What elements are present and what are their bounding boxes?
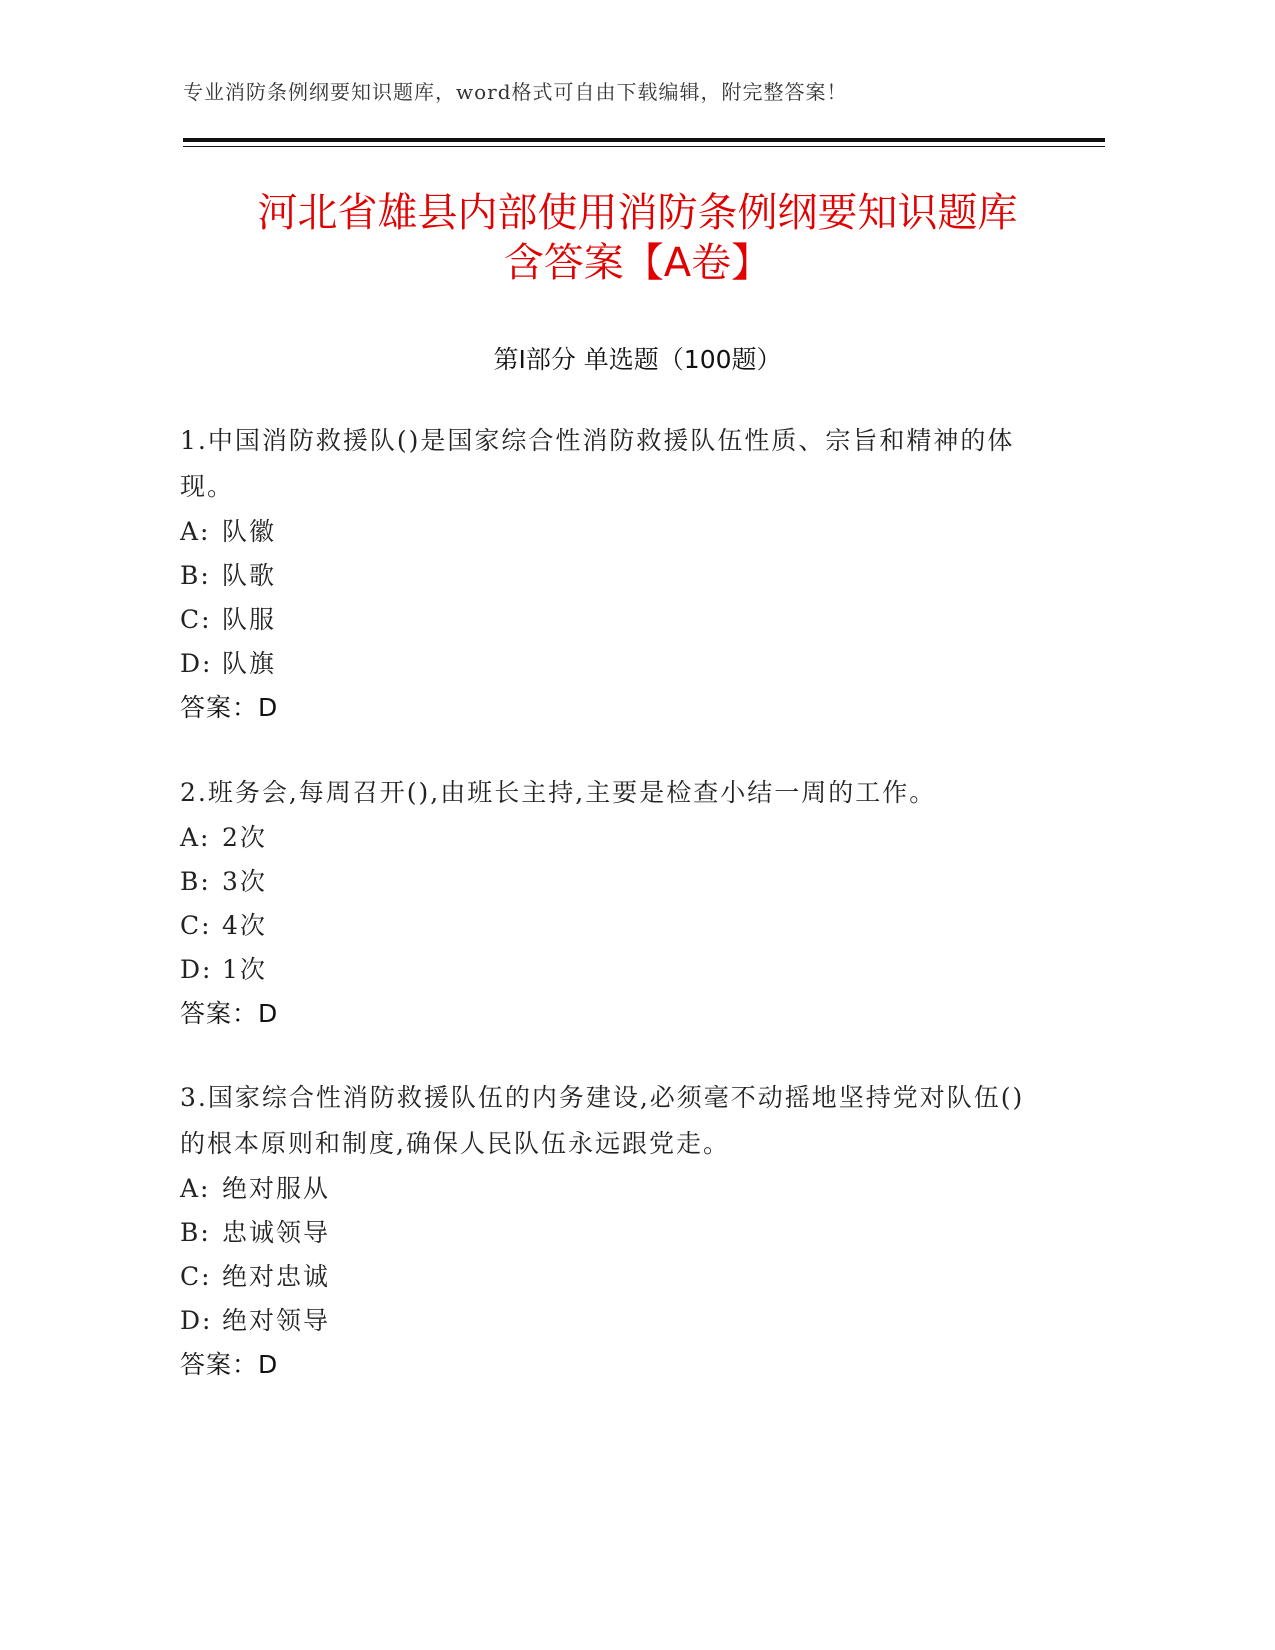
header-rule-thick (183, 138, 1105, 142)
answer: 答案：D (180, 1350, 279, 1379)
title-line-2: 含答案【A卷】 (503, 240, 772, 286)
option-letter: C: (180, 1262, 212, 1291)
option-d (180, 642, 1040, 686)
question-stem: 3.国家综合性消防救援队伍的内务建设,必须毫不动摇地坚持党对队伍()的根本原则和制度,确保人民队伍永远跟党走。 (180, 1083, 1025, 1158)
option-letter: A: (180, 517, 211, 546)
option-b (180, 860, 1040, 904)
option-text: 队歌 (222, 561, 277, 590)
document-title (160, 188, 1115, 288)
option-letter: D: (180, 955, 213, 984)
option-letter: A: (180, 1174, 211, 1203)
title-line-1: 河北省雄县内部使用消防条例纲要知识题库 (257, 190, 1018, 236)
option-text: 绝对领导 (222, 1306, 331, 1335)
option-a (180, 1167, 1040, 1211)
option-letter: D: (180, 649, 213, 678)
option-letter: B: (180, 561, 211, 590)
option-text: 4次 (222, 911, 267, 940)
page-header: 专业消防条例纲要知识题库，word格式可自由下载编辑，附完整答案！ (183, 80, 848, 104)
option-c (180, 1255, 1040, 1299)
option-letter: A: (180, 823, 211, 852)
answer: 答案：D (180, 999, 279, 1028)
option-c (180, 598, 1040, 642)
option-letter: B: (180, 1218, 211, 1247)
header-rule-thin (183, 146, 1105, 147)
question-stem: 2.班务会,每周召开(),由班长主持,主要是检查小结一周的工作。 (180, 778, 937, 807)
option-text: 队旗 (222, 649, 277, 678)
option-a (180, 816, 1040, 860)
option-letter: D: (180, 1306, 213, 1335)
option-c (180, 904, 1040, 948)
section-heading: 第I部分 单选题（100题） (493, 345, 782, 374)
question-3 (180, 1075, 1040, 1387)
option-d (180, 948, 1040, 992)
option-text: 绝对服从 (222, 1174, 331, 1203)
question-1 (180, 418, 1040, 730)
option-text: 3次 (222, 867, 267, 896)
option-b (180, 554, 1040, 598)
option-text: 1次 (222, 955, 267, 984)
answer: 答案：D (180, 693, 279, 722)
option-d (180, 1299, 1040, 1343)
option-text: 绝对忠诚 (222, 1262, 331, 1291)
option-b (180, 1211, 1040, 1255)
option-letter: B: (180, 867, 211, 896)
option-letter: C: (180, 605, 212, 634)
option-text: 2次 (222, 823, 267, 852)
option-text: 忠诚领导 (222, 1218, 331, 1247)
option-text: 队徽 (222, 517, 277, 546)
question-2 (180, 770, 1040, 1036)
question-stem: 1.中国消防救援队()是国家综合性消防救援队伍性质、宗旨和精神的体现。 (180, 426, 1015, 501)
option-text: 队服 (222, 605, 277, 634)
option-a (180, 510, 1040, 554)
option-letter: C: (180, 911, 212, 940)
